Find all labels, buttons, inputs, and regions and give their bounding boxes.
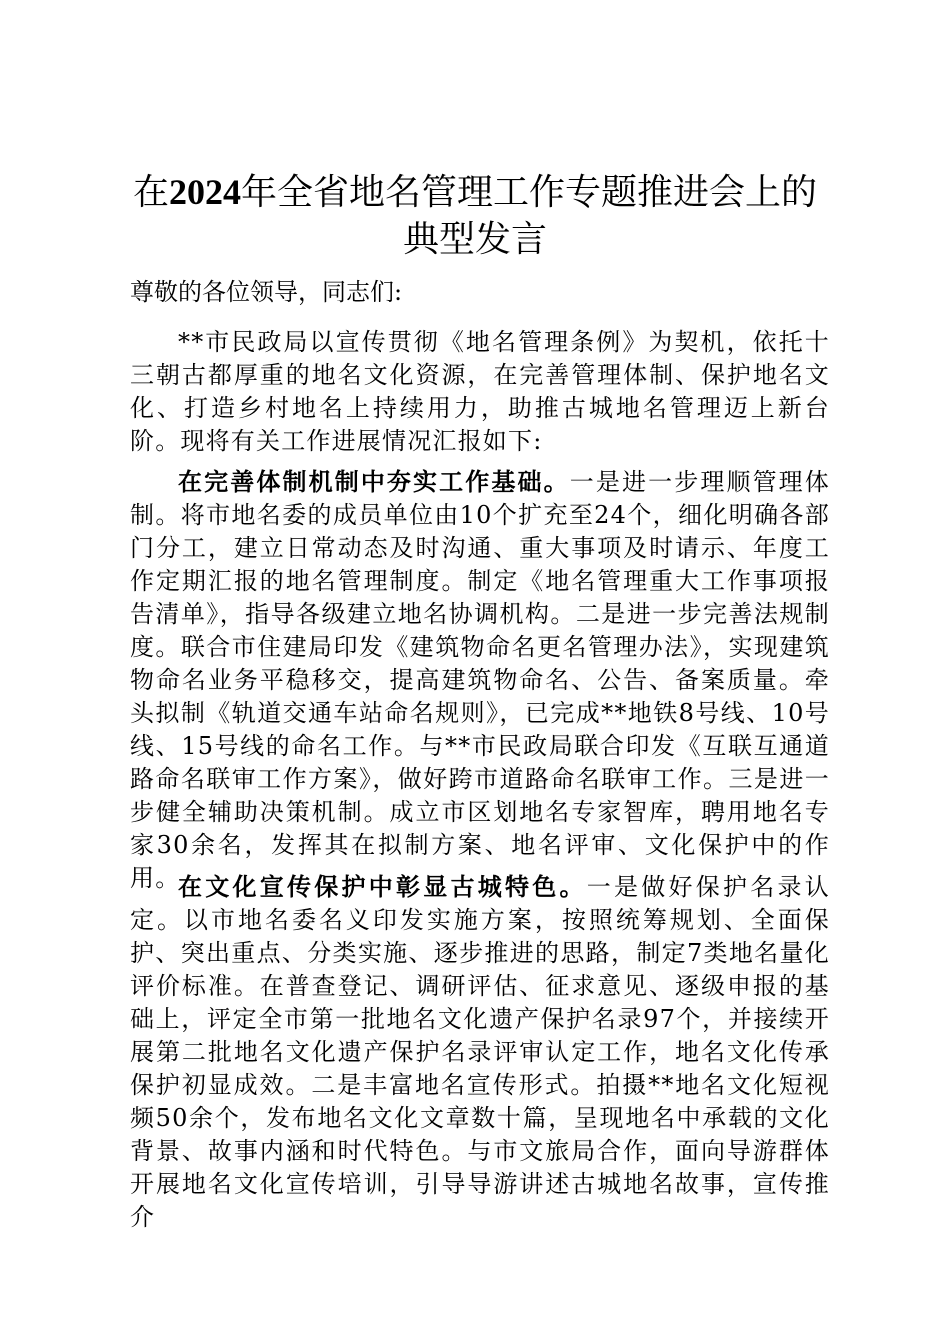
title-year: 2024 <box>169 172 241 212</box>
paragraph-culture-protection <box>130 870 830 1234</box>
paragraph-body: **市民政局以宣传贯彻《地名管理条例》为契机，依托十三朝古都厚重的地名文化资源，在完善管理体制、保护地名文化、打造乡村地名上持续用力，助推古城地名管理迈上新台阶。现将有关工作进展情况汇报如下: <box>130 328 830 455</box>
paragraph-heading: 在完善体制机制中夯实工作基础。 <box>178 467 570 496</box>
title-suffix: 年全省地名管理工作专题推进会上的 <box>241 172 818 213</box>
title-prefix: 在 <box>132 172 169 213</box>
paragraph-heading: 在文化宣传保护中彰显古城特色。 <box>178 872 587 901</box>
document-title-line1 <box>60 168 890 217</box>
paragraph-system-mechanism <box>130 465 830 895</box>
document-title-line2: 典型发言 <box>402 219 547 260</box>
paragraph-body: 一是进一步理顺管理体制。将市地名委的成员单位由10个扩充至24个，细化明确各部门分工，建立日常动态及时沟通、重大事项及时请示、年度工作定期汇报的地名管理制度。制定《地名管理重大工作事项报告清单》，指导各级建立地名协调机构。二是进一步完善法规制度。联合市住建局印发《建筑物命名更名管理办法》，实现建筑物命名业务平稳移交，提高建筑物命名、公告、备案质量。牵头拟制《轨道交通车站命名规则》，已完成**地铁8号线、10号线、15号线的命名工作。与**市民政局联合印发《互联互通道路命名联审工作方案》，做好跨市道路命名联审工作。三是进一步健全辅助决策机制。成立市区划地名专家智库，聘用地名专家30余名，发挥其在拟制方案、地名评审、文化保护中的作用。 <box>130 468 830 892</box>
salutation: 尊敬的各位领导，同志们: <box>130 278 403 306</box>
paragraph-intro <box>130 326 830 458</box>
paragraph-body: 一是做好保护名录认定。以市地名委名义印发实施方案，按照统筹规划、全面保护、突出重点、分类实施、逐步推进的思路，制定7类地名量化评价标准。在普查登记、调研评估、征求意见、逐级申报的基础上，评定全市第一批地名文化遗产保护名录97个，并接续开展第二批地名文化遗产保护名录评审认定工作，地名文化传承保护初显成效。二是丰富地名宣传形式。拍摄**地名文化短视频50余个，发布地名文化文章数十篇，呈现地名中承载的文化背景、故事内涵和时代特色。与市文旅局合作，面向导游群体开展地名文化宣传培训，引导导游讲述古城地名故事，宣传推介 <box>130 873 830 1231</box>
